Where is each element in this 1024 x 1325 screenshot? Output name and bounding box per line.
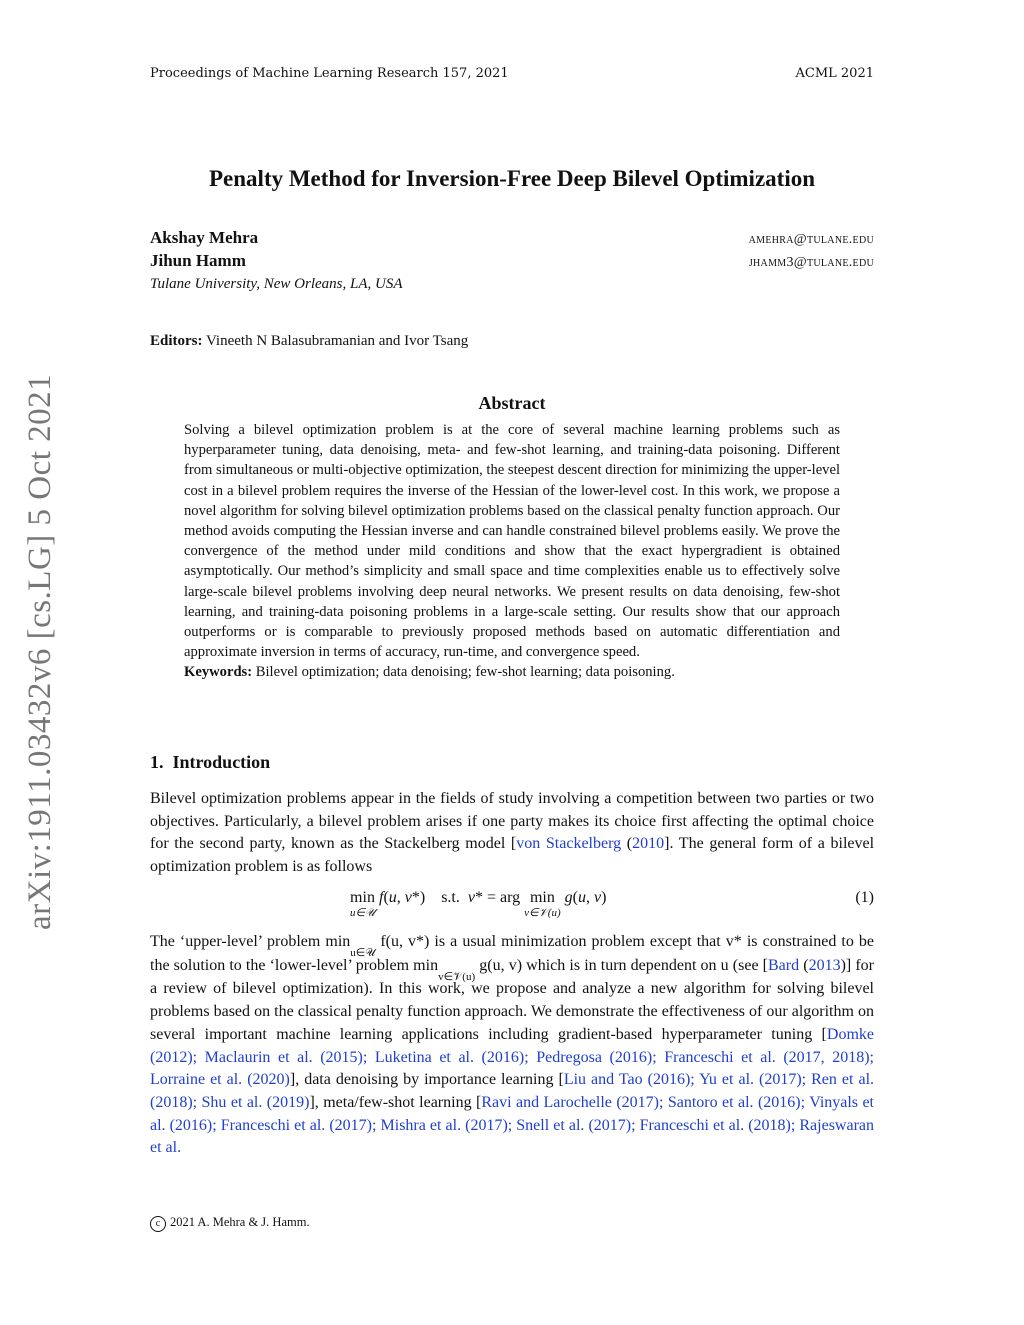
- intro-paragraph-1: Bilevel optimization problems appear in the fields of study involving a competition between two parties or two objectives. Particularly, a bilevel problem arises if one party makes its choice first affecting the optimal choice for the second party, known as the Stackelberg model [von Stackelberg (2010]. The general form of a bilevel optimization problem is as follows: [150, 790, 875, 876]
- text-run: f(u, v*) is a usual minimization problem except that v* is constrained to be the solution to the ‘lower-level’ problem min: [150, 933, 874, 974]
- section-title: Introduction: [172, 752, 271, 772]
- proceedings-label: Proceedings of Machine Learning Research 157, 2021: [150, 66, 509, 81]
- author-name: Jihun Hamm: [150, 251, 246, 270]
- min-operator: min u∈𝒰: [350, 889, 375, 919]
- copyright-text: 2021 A. Mehra & J. Hamm.: [170, 1215, 310, 1229]
- text-run: ], data denoising by importance learning [: [289, 1071, 564, 1089]
- text-run: The ‘upper-level’ problem min: [150, 933, 351, 950]
- text-run: Bilevel optimization problems appear in the fields of study involving a competition between two parties or two objectives. Particularly, a bilevel problem arises if one party makes its choice first affecting the optimal choice for the second party, known as the Stackelberg model [: [150, 790, 874, 853]
- text-run: ]. The general form of a bilevel optimization problem is as follows: [150, 835, 875, 876]
- keywords-text: Bilevel optimization; data denoising; few-shot learning; data poisoning.: [255, 664, 675, 681]
- section-number: 1.: [150, 752, 164, 772]
- text-run: ] for a review of bilevel optimization). In this work, we propose and analyze a new algorithm for solving bilevel problems based on the classical penalty function approach. We demonstrate the effectiveness of our algorithm on several important machine learning applications including gradient-based hyperparameter tuning [: [150, 956, 874, 1043]
- conference-label: ACML 2021: [795, 66, 874, 81]
- author-block: [150, 228, 874, 293]
- citation-group-link[interactable]: Liu and Tao (2016); Yu et al. (2017); Ren et al. (2018); Shu et al. (2019): [150, 1071, 875, 1111]
- abstract-body: [184, 420, 840, 683]
- author-email[interactable]: amehra@tulane.edu: [748, 232, 874, 247]
- copyright-icon: c: [150, 1216, 166, 1232]
- editors-label: Editors:: [150, 333, 203, 349]
- citation-link[interactable]: von Stackelberg: [516, 835, 622, 853]
- equation-number: (1): [855, 889, 874, 906]
- citation-year-link[interactable]: 2010: [632, 835, 665, 853]
- intro-paragraph-2: The ‘upper-level’ problem $\min_{u\in 𝒰} f(u$, v*) is a usual minimization problem except that v* is constrained to be the solution to the ‘lower-level’ problem $\min_{v\in 𝒱(u)} g(u$, v) which is in turn dependent on u (see [Bard (2013)] for a review of bilevel optimization). In this work, we propose and analyze a new algorithm for solving bilevel problems based on the classical penalty function approach. We demonstrate the effectiveness of our algorithm on several important machine learning applications including gradient-based hyperparameter tuning [Domke (2012); Maclaurin et al. (2015); Luketina et al. (2016); Pedregosa (2016); Franceschi et al. (2017, 2018); Lorraine et al. (2020)], data denoising by importance learning [Liu and Tao (2016); Yu et al. (2017); Ren et al. (2018); Shu et al. (2019)], meta/few-shot learning [Ravi and Larochelle (2017); Santoro et al. (2016); Vinyals et al. (2016); Franceschi et al. (2017); Mishra et al. (2017); Snell et al. (2017); Franceschi et al. (2018); Rajeswaran et al.: [150, 933, 875, 1157]
- abstract-text: Solving a bilevel optimization problem is at the core of several machine learning problems such as hyperparameter tuning, data denoising, meta- and few-shot learning, and training-data poisoning. Different from simultaneous or multi-objective optimization, the steepest descent direction for minimizing the upper-level cost in a bilevel problem requires the inverse of the Hessian of the lower-level cost. In this work, we propose a novel algorithm for solving bilevel optimization problems based on the classical penalty function approach. Our method avoids computing the Hessian inverse and can handle constrained bilevel problems easily. We prove the convergence of the method under mild conditions and show that the exact hypergradient is obtained asymptotically. Our method’s simplicity and small space and time complexities enable us to effectively solve large-scale bilevel problems involving deep neural networks. We present results on data denoising, few-shot learning, and training-data poisoning problems in a large-scale setting. Our results show that our approach outperforms or is comparable to previously proposed methods based on automatic differentiation and approximate inversion in terms of accuracy, run-time, and convergence speed.: [184, 422, 840, 661]
- editors-names: Vineeth N Balasubramanian and Ivor Tsang: [205, 333, 469, 349]
- abstract-heading: Abstract: [478, 393, 546, 413]
- equation-1: [150, 887, 874, 927]
- author-name: Akshay Mehra: [150, 228, 259, 247]
- citation-group-link[interactable]: Domke (2012); Maclaurin et al. (2015); Luketina et al. (2016); Pedregosa (2016); Franceschi et al. (2017, 2018); Lorraine et al. (2020): [150, 1025, 874, 1089]
- equation-body: min u∈𝒰 f(u, v*) s.t. v* = arg min v∈𝒱(u) g(u, v): [350, 889, 607, 919]
- arxiv-stamp: arXiv:1911.03432v6 [cs.LG] 5 Oct 2021: [22, 373, 58, 930]
- citation-group-link[interactable]: Ravi and Larochelle (2017); Santoro et al. (2016); Vinyals et al. (2016); Franceschi et al. (2017); Mishra et al. (2017); Snell et al. (2017); Franceschi et al. (2018); Rajeswaran et al.: [150, 1093, 875, 1157]
- text-run: g(u, v) which is in turn dependent on u (see [: [475, 956, 768, 974]
- editors-line: [150, 333, 468, 350]
- argmin-operator: min v∈𝒱(u): [524, 889, 561, 919]
- text-run: ], meta/few-shot learning [: [309, 1093, 482, 1111]
- citation-link[interactable]: Bard: [768, 956, 800, 974]
- citation-year-link[interactable]: 2013: [808, 956, 841, 974]
- author-row: [150, 251, 874, 274]
- running-head: [150, 66, 874, 81]
- keywords-label: Keywords:: [184, 664, 253, 681]
- author-email[interactable]: jhamm3@tulane.edu: [748, 255, 874, 270]
- keywords-line: [184, 662, 840, 682]
- author-row: [150, 228, 874, 251]
- paper-title: Penalty Method for Inversion-Free Deep Bilevel Optimization: [209, 166, 815, 191]
- affiliation: Tulane University, New Orleans, LA, USA: [150, 276, 403, 292]
- copyright-footer: [150, 1215, 310, 1232]
- section-heading: [150, 752, 270, 773]
